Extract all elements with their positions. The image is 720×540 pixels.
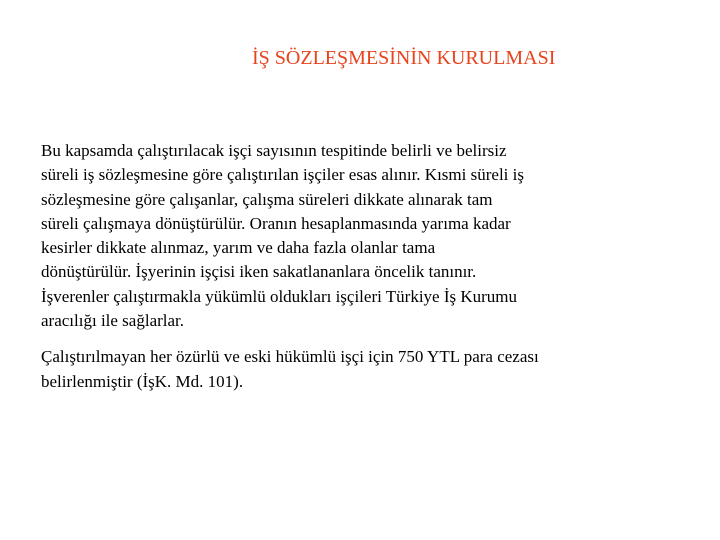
- paragraph-2-line: belirlenmiştir (İşK. Md. 101).: [41, 371, 244, 391]
- paragraph-1-line: Bu kapsamda çalıştırılacak işçi sayısının tespitinde belirli ve belirsiz: [41, 141, 507, 160]
- paragraph-2: [41, 345, 651, 394]
- paragraph-1-line: İşverenler çalıştırmakla yükümlü oldukları işçileri Türkiye İş Kurumu: [41, 286, 518, 306]
- paragraph-1-line: kesirler dikkate alınmaz, yarım ve daha fazla olanlar tama: [41, 238, 436, 258]
- paragraph-2-line: Çalıştırılmayan her özürlü ve eski hükümlü işçi için 750 YTL para cezası: [41, 347, 539, 367]
- slide-title: İŞ SÖZLEŞMESİNİN KURULMASI: [252, 47, 556, 69]
- paragraph-1-line: aracılığı ile sağlarlar.: [41, 311, 185, 331]
- paragraph-1-line: süreli çalışmaya dönüştürülür. Oranın hesaplanmasında yarıma kadar: [41, 213, 511, 233]
- paragraph-1-line: dönüştürülür. İşyerinin işçisi iken sakatlananlara öncelik tanınır.: [41, 262, 477, 282]
- paragraph-1-line: süreli iş sözleşmesine göre çalıştırılan işçiler esas alınır. Kısmi süreli iş: [41, 165, 524, 185]
- paragraph-1-line: sözleşmesine göre çalışanlar, çalışma süreleri dikkate alınarak tam: [41, 189, 493, 209]
- paragraph-1: [41, 139, 651, 333]
- slide-body: [41, 139, 651, 394]
